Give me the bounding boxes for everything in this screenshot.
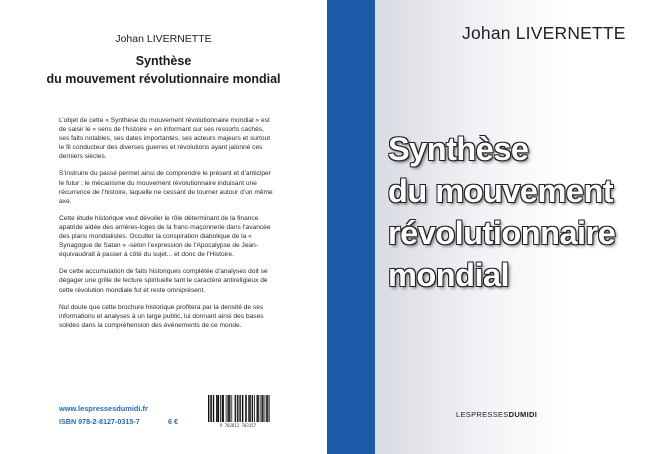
blurb-paragraph: Nul doute que cette brochure historique profitera par la densité de ses informations et analyses à un large public, lui donnant ainsi des bases solides dans la compréhension des événements de ce monde. xyxy=(59,303,264,329)
barcode-digits: 9 782812 703157 xyxy=(219,423,257,428)
barcode-bar xyxy=(252,395,253,422)
barcode-bar xyxy=(268,395,269,422)
blurb-paragraph: Cette étude historique veut dévoiler le rôle déterminant de la finance apatride aidée des arrières-loges de la franc-maçonnerie dans l’avancée des plans mondialistes. Occulter la conspiration diabolique de la « Synagogue de Satan » -selon l’expression de l’Apocalypse de Jean- équivaudrait à passer à côté du sujet... et donc de l’Histoire. xyxy=(59,214,271,259)
back-title-line1: Synthèse xyxy=(135,54,192,68)
barcode-bar xyxy=(218,395,219,422)
front-author: Johan LIVERNETTE xyxy=(462,23,626,43)
front-title-line: du mouvement xyxy=(388,173,614,209)
blurb-paragraph: S’instruire du passé permet ainsi de comprendre le présent et d’anticiper le futur ; le mécanisme du mouvement révolutionnaire induisant une récurrence de l’histoire, laquelle ne cessant de tourner autour d’un même axe. xyxy=(59,170,273,205)
barcode-bar xyxy=(235,395,236,422)
barcode-bar xyxy=(237,395,238,422)
barcode-bar xyxy=(263,395,264,422)
barcode-bar xyxy=(239,395,240,422)
website-link[interactable]: www.lespressesdumidi.fr xyxy=(59,404,148,413)
barcode-bar xyxy=(250,395,251,422)
barcode-bar xyxy=(260,395,261,422)
barcode-bar xyxy=(242,395,243,422)
barcode-bar xyxy=(211,395,212,422)
barcode-bar xyxy=(261,395,262,422)
barcode-bar xyxy=(213,395,214,422)
blurb-paragraph: L’objet de cette « Synthèse du mouvement révolutionnaire mondial » est de saisir le « sens de l’histoire » en informant sur ses ressorts cachés, ses faits notables, ses dates importantes, ses acteurs majeurs et surtout le fil conducteur des diverses guerres et révolutions ayant jalonné ces derniers siècles. xyxy=(59,117,271,161)
barcode-bar xyxy=(257,395,258,422)
barcode-bar xyxy=(222,395,223,422)
barcode-bar xyxy=(235,395,236,422)
back-title xyxy=(0,52,327,88)
barcode-bar xyxy=(246,395,247,422)
barcode-bar xyxy=(229,395,230,422)
isbn-text: ISBN 978-2-8127-0315-7 xyxy=(59,417,140,426)
barcode-bar xyxy=(249,395,250,422)
barcode-bar xyxy=(216,395,217,422)
blue-band xyxy=(327,0,375,454)
publisher-part2: DUMIDI xyxy=(508,410,538,419)
back-blurb xyxy=(59,116,273,338)
barcode-bar xyxy=(223,395,224,422)
barcode-bar xyxy=(208,395,209,422)
barcode-bar xyxy=(230,395,231,422)
barcode-bar xyxy=(226,395,227,422)
barcode-bar xyxy=(245,395,246,422)
barcode-bar xyxy=(254,395,255,422)
front-title-line: mondial xyxy=(388,257,510,293)
barcode-bar xyxy=(240,395,241,422)
front-title-line: révolutionnaire xyxy=(388,215,616,251)
publisher-logo xyxy=(456,410,537,419)
barcode-bar xyxy=(210,395,211,422)
blurb-paragraph: De cette accumulation de faits historiques complétée d’analyses doit se dégager une grille de lecture spirituelle tant le caractère antireligieux de cette révolution mondiale fut et reste omniprésent. xyxy=(59,268,268,294)
barcode xyxy=(206,395,270,429)
barcode-bar xyxy=(265,395,266,422)
barcode-bar xyxy=(248,395,249,422)
barcode-bar xyxy=(227,395,228,422)
front-title-line: Synthèse xyxy=(388,131,529,167)
front-title xyxy=(388,128,648,296)
back-title-line2: du mouvement révolutionnaire mondial xyxy=(46,72,281,86)
barcode-icon xyxy=(206,395,270,422)
barcode-bar xyxy=(220,395,221,422)
price-text: 6 € xyxy=(168,417,178,426)
barcode-bar xyxy=(269,395,270,422)
barcode-bar xyxy=(217,395,218,422)
barcode-bar xyxy=(266,395,267,422)
barcode-bar xyxy=(258,395,259,422)
back-author: Johan LIVERNETTE xyxy=(115,33,212,45)
barcode-bar xyxy=(231,395,232,422)
publisher-part1: LESPRESSES xyxy=(456,410,509,419)
